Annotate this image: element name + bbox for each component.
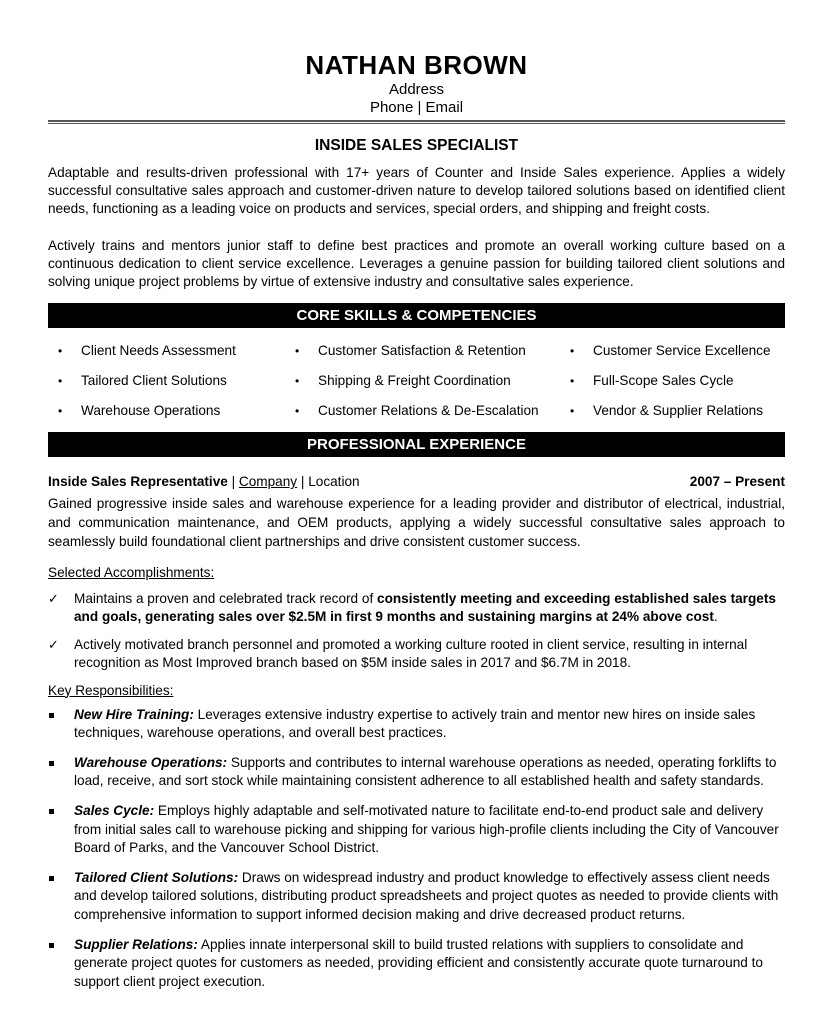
- responsibility-text: Applies innate interpersonal skill to build trusted relations with suppliers to consolidate and generate project quotes for customers as needed, providing efficient and consistently accurate quote turnaround to support client project execution.: [74, 936, 763, 989]
- skill-item: [48, 366, 285, 396]
- skill-item: [560, 396, 785, 426]
- square-bullet-icon: [49, 876, 54, 881]
- skills-section-header: CORE SKILLS & COMPETENCIES: [48, 303, 785, 328]
- responsibility-lead: Tailored Client Solutions:: [74, 869, 239, 885]
- accomplishment-item: [48, 636, 785, 672]
- header-divider: [48, 120, 785, 124]
- square-bullet-icon: [49, 713, 54, 718]
- skill-label: Full-Scope Sales Cycle: [593, 373, 734, 389]
- responsibility-lead: Warehouse Operations:: [74, 754, 228, 770]
- responsibility-item: [48, 802, 785, 858]
- skill-label: Tailored Client Solutions: [81, 373, 227, 389]
- job-dates: 2007 – Present: [689, 474, 785, 490]
- responsibility-text: Draws on widespread industry and product knowledge to effectively assess client needs and develop tailored solutions, distributing product spreadsheets and project quotes as needed to provide clients with comprehensive information to support informed decision making and drive decreased product returns.: [74, 869, 779, 922]
- skill-label: Customer Satisfaction & Retention: [318, 343, 526, 359]
- skill-item: [285, 366, 560, 396]
- candidate-name: NATHAN BROWN: [305, 50, 528, 80]
- responsibility-text: Employs highly adaptable and self-motivated nature to facilitate end-to-end product sale and delivery from initial sales call to warehouse picking and shipping for various high-profile clients including the City of Vancouver Board of Parks, and the Vancouver School District.: [74, 802, 779, 856]
- resume-page: [48, 0, 785, 991]
- accomplishment-highlight: consistently meeting and exceeding established sales targets and goals, generating sales over $2.5M in first 9 months and sustaining margins at 24% above cost: [74, 590, 776, 624]
- job-title-line: [48, 473, 360, 491]
- square-bullet-icon: [49, 761, 54, 766]
- skill-item: [48, 336, 285, 366]
- skill-item: [560, 336, 785, 366]
- job-heading: [48, 473, 785, 491]
- bullet-icon: •: [570, 374, 575, 389]
- bullet-icon: •: [58, 374, 63, 389]
- bullet-icon: •: [295, 374, 300, 389]
- responsibilities-heading: Key Responsibilities:: [48, 682, 174, 698]
- address-line: Address: [388, 81, 445, 98]
- square-bullet-icon: [49, 943, 54, 948]
- resume-title: INSIDE SALES SPECIALIST: [314, 137, 519, 154]
- responsibility-text: Supports and contributes to internal warehouse operations as needed, operating forklifts to load, receive, and sort stock while maintaining consistent adherence to all established health and safety standards.: [74, 754, 777, 789]
- bullet-icon: •: [295, 404, 300, 419]
- responsibility-item: [48, 706, 785, 743]
- job-description: Gained progressive inside sales and warehouse experience for a leading provider and distributor of electrical, industrial, and communication maintenance, and OEM products, applying a widely successful consultative sales approach to seamlessly build foundational client partnerships and drive consistent customer success.: [48, 496, 785, 549]
- responsibility-lead: Supplier Relations:: [74, 936, 198, 952]
- skill-item: [285, 336, 560, 366]
- skill-label: Customer Relations & De-Escalation: [318, 403, 539, 419]
- skill-item: [285, 396, 560, 426]
- bullet-icon: •: [570, 344, 575, 359]
- separator: |: [227, 474, 239, 490]
- skill-label: Shipping & Freight Coordination: [318, 373, 511, 389]
- checkmark-icon: ✓: [48, 590, 59, 606]
- skill-item: [560, 366, 785, 396]
- skill-item: [48, 396, 285, 426]
- phone-email-line: Phone | Email: [369, 99, 464, 116]
- skill-label: Customer Service Excellence: [593, 343, 771, 359]
- responsibility-text: Leverages extensive industry expertise to actively train and mentor new hires on inside sales techniques, warehouse operations, and overall best practices.: [74, 706, 756, 741]
- bullet-icon: •: [570, 404, 575, 419]
- bullet-icon: •: [58, 344, 63, 359]
- accomplishment-text: Maintains a proven and celebrated track record of: [74, 590, 378, 606]
- checkmark-icon: ✓: [48, 636, 59, 652]
- summary-paragraph-1: Adaptable and results-driven professional with 17+ years of Counter and Inside Sales experience. Applies a widely successful consultative sales approach and customer-driven nature to develop tailored solutions based on identified client needs, functioning as a leading voice on products and services, special orders, and shipping and freight costs.: [48, 165, 785, 217]
- accomplishment-tail: .: [713, 608, 718, 624]
- skill-label: Vendor & Supplier Relations: [593, 403, 764, 419]
- responsibility-item: [48, 869, 785, 925]
- experience-section-header: PROFESSIONAL EXPERIENCE: [48, 432, 785, 457]
- summary-paragraph-2: Actively trains and mentors junior staff to define best practices and promote an overall working culture based on a continuous dedication to client service excellence. Leverages a genuine passion for building tailored client solutions and solving unique project problems by virtue of extensive industry and consultative sales experience.: [48, 237, 785, 290]
- job-role: Inside Sales Representative: [48, 474, 228, 490]
- job-location: Location: [308, 474, 360, 490]
- square-bullet-icon: [49, 809, 54, 814]
- skill-label: Warehouse Operations: [81, 403, 221, 419]
- company-name: Company: [238, 474, 298, 490]
- responsibility-item: [48, 754, 785, 791]
- responsibility-lead: Sales Cycle:: [74, 802, 155, 818]
- bullet-icon: •: [58, 404, 63, 419]
- skills-grid: [48, 336, 785, 426]
- bullet-icon: •: [295, 344, 300, 359]
- responsibility-item: [48, 936, 785, 992]
- accomplishment-text: Actively motivated branch personnel and promoted a working culture rooted in client service, resulting in internal recognition as Most Improved branch based on $5M inside sales in 2017 and $6.7M in 2018.: [74, 636, 748, 670]
- accomplishments-heading: Selected Accomplishments:: [48, 564, 215, 580]
- responsibility-lead: New Hire Training:: [74, 706, 194, 722]
- separator: |: [297, 474, 309, 490]
- skill-label: Client Needs Assessment: [81, 343, 236, 359]
- accomplishment-item: [48, 590, 785, 626]
